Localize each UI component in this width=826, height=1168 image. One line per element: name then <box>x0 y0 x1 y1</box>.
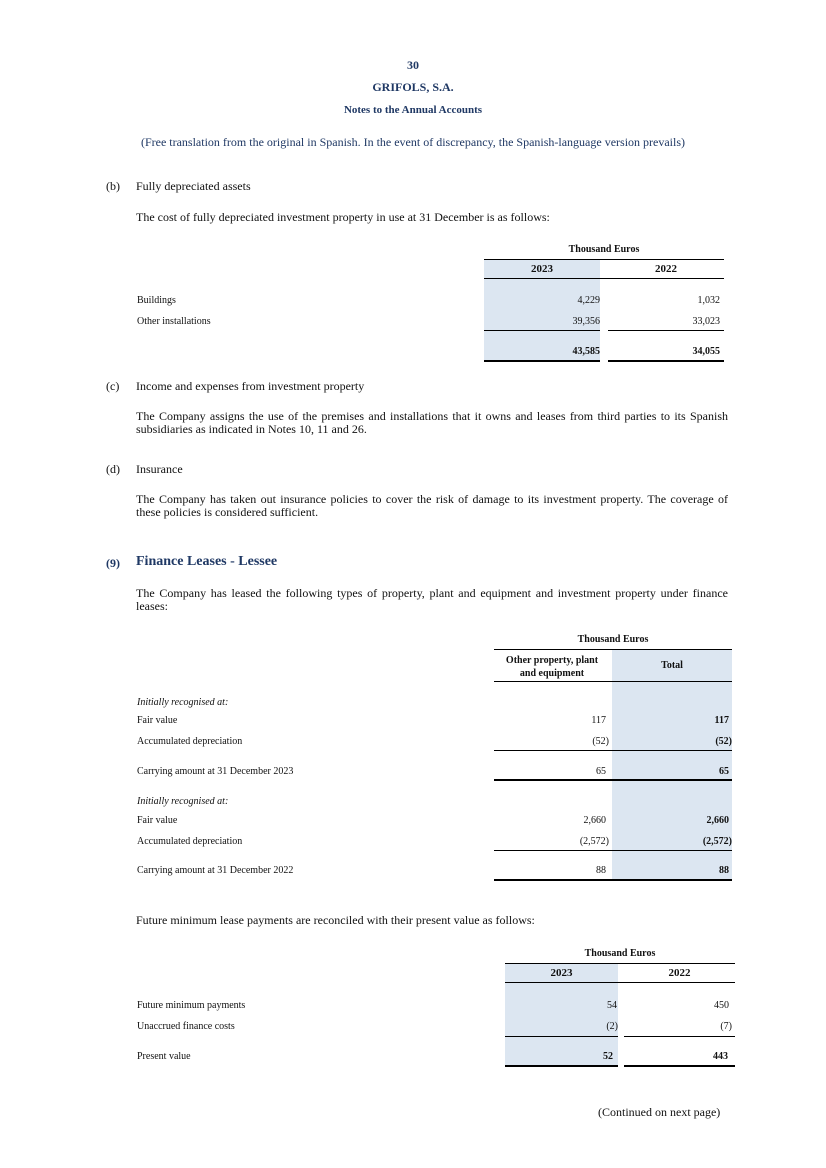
row-label: Buildings <box>137 295 176 306</box>
column-header-ppe-line1: Other property, plant <box>505 655 599 666</box>
section-b-intro: The cost of fully depreciated investment property in use at 31 December is as follows: <box>136 210 550 224</box>
cell-value: 2,660 <box>706 815 729 826</box>
table-rule <box>505 982 735 983</box>
cell-value: (2,572) <box>702 836 732 847</box>
table-rule <box>608 330 724 331</box>
cell-value: 88 <box>596 865 606 876</box>
section-9-title: Finance Leases - Lessee <box>136 554 278 569</box>
section-c-title: Income and expenses from investment property <box>136 379 365 393</box>
section-9-label: (9) <box>106 556 120 570</box>
column-header-ppe <box>494 654 610 680</box>
cell-value: 1,032 <box>697 295 720 306</box>
section-b-label: (b) <box>106 179 120 193</box>
table-double-rule <box>608 360 724 362</box>
row-label: Future minimum payments <box>137 1000 246 1011</box>
cell-value: 4,229 <box>577 295 600 306</box>
table-rule <box>484 330 600 331</box>
cell-value: (2) <box>606 1021 618 1032</box>
cell-value: 65 <box>596 766 606 777</box>
row-label: Accumulated depreciation <box>137 736 243 747</box>
cell-value: 117 <box>714 715 729 726</box>
initially-recognised-label: Initially recognised at: <box>137 796 229 807</box>
continued-note: (Continued on next page) <box>598 1105 721 1119</box>
section-d-title: Insurance <box>136 462 183 476</box>
table-unit-header: Thousand Euros <box>568 244 640 255</box>
table-rule <box>505 1036 618 1037</box>
cell-value: (52) <box>592 736 609 747</box>
table-double-rule <box>494 879 732 881</box>
column-header-2022: 2022 <box>668 967 691 979</box>
row-label: Accumulated depreciation <box>137 836 243 847</box>
cell-value: (2,572) <box>579 836 609 847</box>
section-9-intro: The Company has leased the following types of property, plant and equipment and investment property under finance leases: <box>136 586 728 613</box>
row-label: Other installations <box>137 316 211 327</box>
table-unit-header: Thousand Euros <box>584 948 656 959</box>
document-title: Notes to the Annual Accounts <box>343 104 483 116</box>
table-rule <box>484 259 724 260</box>
row-label: Carrying amount at 31 December 2023 <box>137 766 294 777</box>
initially-recognised-label: Initially recognised at: <box>137 697 229 708</box>
row-label: Unaccrued finance costs <box>137 1021 235 1032</box>
cell-value: (7) <box>720 1021 732 1032</box>
cell-value: 33,023 <box>692 316 720 327</box>
section-c-text: The Company assigns the use of the premises and installations that it owns and leases from third parties to its Spanish subsidiaries as indicated in Notes 10, 11 and 26. <box>136 409 728 436</box>
table-double-rule <box>484 360 600 362</box>
column-header-ppe-line2: and equipment <box>519 668 585 679</box>
row-label: Fair value <box>137 815 178 826</box>
cell-value: 65 <box>719 766 729 777</box>
column-header-2023: 2023 <box>531 263 553 275</box>
translation-disclaimer: (Free translation from the original in Spanish. In the event of discrepancy, the Spanish-language version prevails) <box>140 135 686 149</box>
table-rule <box>494 649 732 650</box>
cell-value: 39,356 <box>572 316 600 327</box>
table-rule <box>624 1036 735 1037</box>
table-rule <box>494 681 732 682</box>
total-value-2023: 52 <box>603 1051 613 1062</box>
total-value-2022: 34,055 <box>692 346 720 357</box>
cell-value: 450 <box>714 1000 729 1011</box>
cell-value: 54 <box>607 1000 617 1011</box>
total-value-2023: 43,585 <box>572 346 600 357</box>
table-double-rule <box>624 1065 735 1067</box>
row-label: Fair value <box>137 715 178 726</box>
reconcile-intro: Future minimum lease payments are reconciled with their present value as follows: <box>136 913 535 927</box>
page-number: 30 <box>407 58 419 72</box>
total-value-2022: 443 <box>713 1051 728 1062</box>
cell-value: 117 <box>591 715 606 726</box>
section-d-text: The Company has taken out insurance policies to cover the risk of damage to its investment property. The coverage of these policies is considered sufficient. <box>136 492 728 519</box>
cell-value: 88 <box>719 865 729 876</box>
table-double-rule <box>505 1065 618 1067</box>
cell-value: 2,660 <box>583 815 606 826</box>
table-rule <box>484 278 724 279</box>
table-rule <box>494 850 732 851</box>
table-double-rule <box>494 779 732 781</box>
row-label: Present value <box>137 1051 191 1062</box>
section-b-title: Fully depreciated assets <box>136 179 251 193</box>
table-rule <box>494 750 732 751</box>
column-header-2023: 2023 <box>550 967 573 979</box>
cell-value: (52) <box>715 736 732 747</box>
column-header-2022: 2022 <box>655 263 677 275</box>
section-c-label: (c) <box>106 379 120 393</box>
company-name: GRIFOLS, S.A. <box>372 80 454 94</box>
row-label: Carrying amount at 31 December 2022 <box>137 865 294 876</box>
table-rule <box>505 963 735 964</box>
column-header-total: Total <box>661 660 683 671</box>
section-d-label: (d) <box>106 462 120 476</box>
table-unit-header: Thousand Euros <box>577 634 649 645</box>
